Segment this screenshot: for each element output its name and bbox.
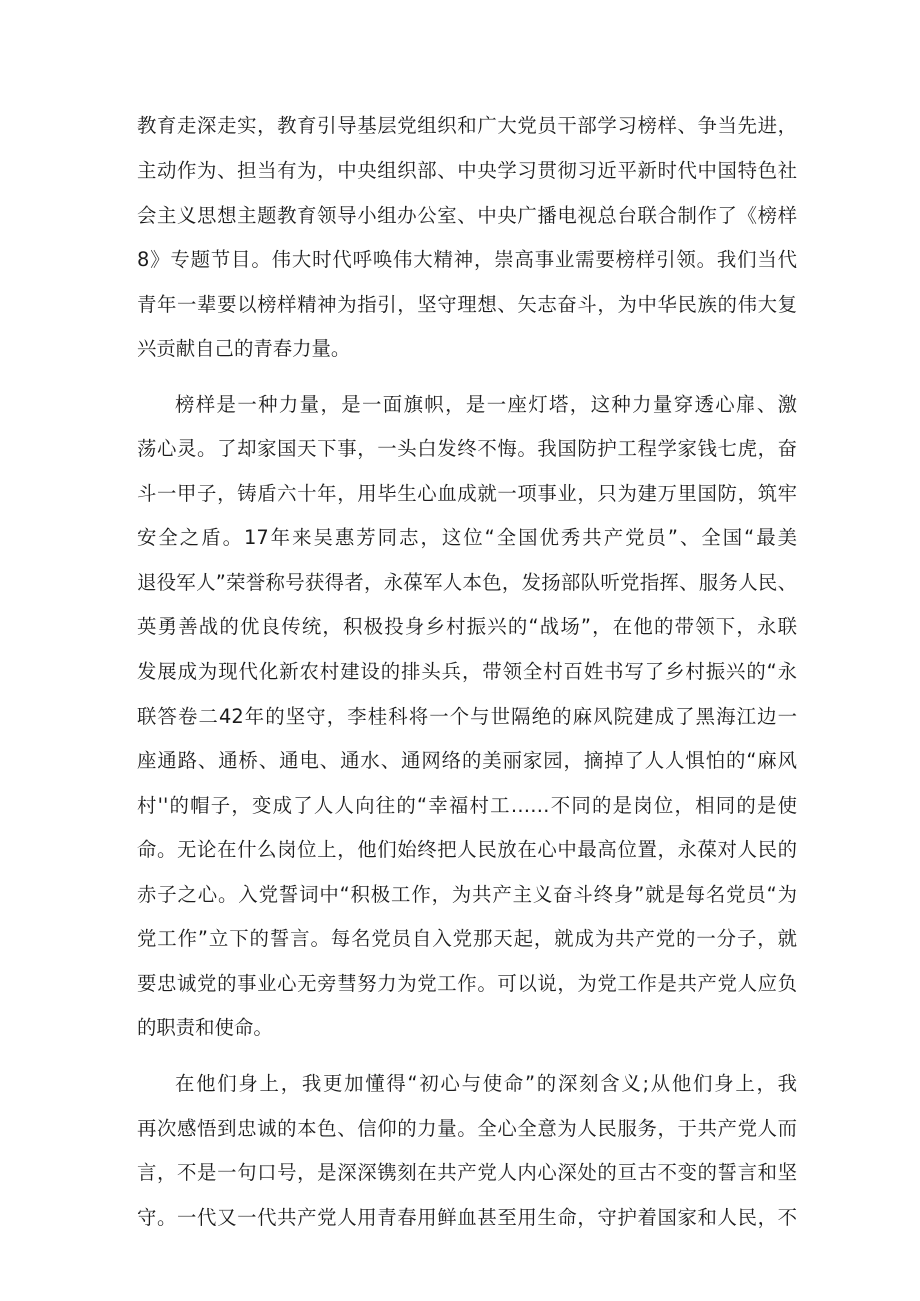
- text-line: 兴贡献自己的青春力量。: [137, 337, 351, 360]
- text-line: 青年一辈要以榜样精神为指引，坚守理想、矢志奋斗，为中华民族的伟大复: [137, 293, 797, 316]
- text-line: 党工作”立下的誓言。每名党员自入党那天起，就成为共产党的一分子，就: [137, 927, 797, 950]
- paragraph-first-line: 榜样是一种力量，是一面旗帜，是一座灯塔，这种力量穿透心扉、激: [175, 393, 797, 416]
- text-line: 守。一代又一代共产党人用青春用鲜血甚至用生命，守护着国家和人民，不: [137, 1206, 797, 1229]
- text-line: 言，不是一句口号，是深深镌刻在共产党人内心深处的亘古不变的誓言和坚: [137, 1161, 797, 1184]
- text-line: 荡心灵。了却家国天下事，一头白发终不悔。我国防护工程学家钱七虎，奋: [137, 437, 797, 460]
- text-line: 座通路、通桥、通电、通水、通网络的美丽家园，摘掉了人人惧怕的“麻风: [137, 749, 797, 772]
- text-line: 退役军人”荣誉称号获得者，永葆军人本色，发扬部队听党指挥、服务人民、: [137, 571, 797, 594]
- text-line: 教育走深走实，教育引导基层党组织和广大党员干部学习榜样、争当先进，: [137, 114, 797, 137]
- paragraph-first-line: 在他们身上，我更加懂得“初心与使命”的深刻含义;从他们身上，我: [175, 1072, 797, 1095]
- text-line: 要忠诚党的事业心无旁彗努力为党工作。可以说，为党工作是共产党人应负: [137, 972, 797, 995]
- text-line: 英勇善战的优良传统，积极投身乡村振兴的“战场”，在他的带领下，永联: [137, 615, 797, 638]
- text-line: 主动作为、担当有为，中央组织部、中央学习贯彻习近平新时代中国特色社: [137, 159, 797, 182]
- text-line: 再次感悟到忠诚的本色、信仰的力量。全心全意为人民服务，于共产党人而: [137, 1117, 797, 1140]
- text-line: 的职责和使命。: [137, 1016, 273, 1039]
- text-line: 联答卷二42年的坚守，李桂科将一个与世隔绝的麻风院建成了黑海江边一: [137, 705, 797, 728]
- text-line: 会主义思想主题教育领导小组办公室、中央广播电视总台联合制作了《榜样: [137, 204, 797, 227]
- text-line: 赤子之心。入党誓词中“积极工作，为共产主义奋斗终身”就是每名党员“为: [137, 883, 797, 906]
- text-line: 8》专题节目。伟大时代呼唤伟大精神，崇高事业需要榜样引领。我们当代: [137, 248, 797, 271]
- text-line: 安全之盾。17年来吴惠芳同志，这位“全国优秀共产党员”、全国“最美: [137, 526, 797, 549]
- text-line: 命。无论在什么岗位上，他们始终把人民放在心中最高位置，永葆对人民的: [137, 838, 797, 861]
- text-line: 村''的帽子，变成了人人向往的“幸福村工……不同的是岗位，相同的是使: [137, 794, 797, 817]
- text-line: 斗一甲子，铸盾六十年，用毕生心血成就一项事业，只为建万里国防，筑牢: [137, 482, 797, 505]
- text-line: 发展成为现代化新农村建设的排头兵，带领全村百姓书写了乡村振兴的“永: [137, 660, 797, 683]
